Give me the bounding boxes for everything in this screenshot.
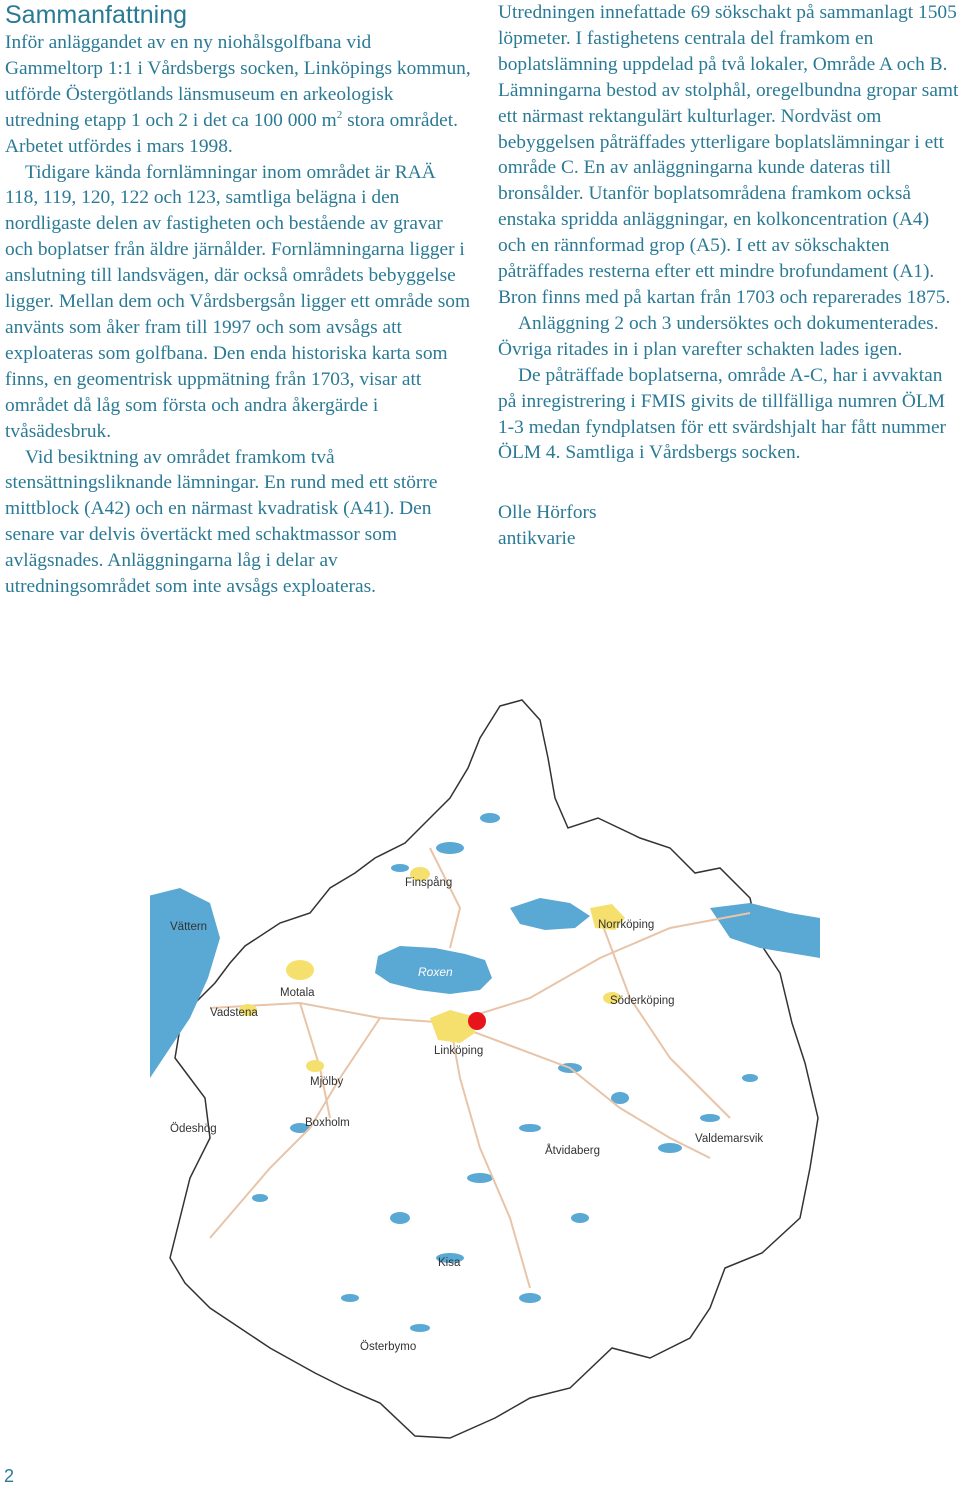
summary-paragraph-4: Utredningen innefattade 69 sökschakt på sammanlagt 1505 löpmeter. I fastighetens centrala del framkom en boplatslämning uppdelad på två lokaler, Område A och B. Lämningarna bestod av stolphål, oregelbundna gropar samt ett närmast rektangulärt kulturlager. Nordväst om bebyggelsen påträffades ytterligare boplatslämningar i ett område C. En av anläggningarna kunde dateras till bronsålder. Utanför boplatsområdena framkom också enstaka spridda anläggningar, en kolkoncentration (A4) och en rännformad grop (A5). I ett av sökschakten påträffades resterna efter ett mindre brofundament (A1). Bron finns med på kartan från 1703 och reparerades 1875. [498,2,959,308]
summary-paragraph-1: Inför anläggandet av en ny niohålsgolfbana vid Gammeltorp 1:1 i Vårdsbergs socken, Linköpings kommun, utförde Östergötlands länsmuseum en arkeologisk utredning etapp 1 och 2 i det ca 100 000 $m^2$ stora området. Arbetet utfördes i mars 1998. [5,32,471,157]
place-norrkoping: Norrköping [598,919,655,931]
summary-paragraph-2: Tidigare kända fornlämningar inom området är RAÄ 118, 119, 120, 122 och 123, samtliga belägna i den nordligaste delen av fastigheten och bestående av gravar och boplatser från äldre järnålder. Fornlämningarna ligger i anslutning till landsvägen, där också områdets bebyggelse ligger. Mellan dem och Vårdsbergsån ligger ett område som använts som åker fram till 1997 och som avsågs att exploateras som golfbana. Den enda historiska karta som finns, en geomentrisk uppmätning från 1703, visar att området då låg som första och andra åkergärde i tvåsädesbruk. [5,161,471,442]
place-vadstena: Vadstena [210,1007,258,1019]
right-column [498,0,960,552]
left-column [5,0,471,600]
place-finspang: Finspång [405,877,453,889]
summary-paragraph-3: Vid besiktning av området framkom två stensättningsliknande lämningar. En rund med ett större mittblock (A42) och en närmast kvadratisk (A41). Den senare var delvis övertäckt med schaktmassor som avlägsnades. Anläggningarna låg i delar av utredningsområdet som inte avsågs exploateras. [5,446,438,598]
summary-paragraph-6: De påträffade boplatserna, område A-C, har i avvaktan på inregistrering i FMIS givits de tillfälliga numren ÖLM 1-3 medan fyndplatsen för ett svärdshjalt har fått nummer ÖLM 4. Samtliga i Vårdsbergs socken. [498,364,947,464]
region-map [150,698,820,1440]
page-number: 2 [4,1466,15,1486]
place-motala: Motala [280,987,315,999]
place-osterbymo: Österbymo [360,1341,417,1353]
site-marker [468,1012,486,1030]
place-kisa: Kisa [438,1257,461,1269]
place-atvidaberg: Åtvidaberg [545,1145,600,1157]
place-boxholm: Boxholm [305,1117,350,1129]
place-soderkoping: Söderköping [610,995,675,1007]
place-vattern: Vättern [170,921,208,933]
place-odeshog: Ödeshög [170,1123,217,1135]
county-outline [170,700,818,1438]
place-roxen: Roxen [418,965,453,979]
superscript-2: 2 [336,108,343,121]
place-mjolby: Mjölby [310,1076,344,1088]
summary-paragraph-5: Anläggning 2 och 3 undersöktes och dokumenterades. Övriga ritades in i plan varefter schakten lades igen. [498,312,939,360]
place-linkoping: Linköping [434,1045,484,1057]
page-title: Sammanfattning [5,1,188,29]
place-valdemarsvik: Valdemarsvik [695,1133,764,1145]
signature [498,500,960,552]
signature-name: Olle Hörfors [498,502,597,524]
signature-title: antikvarie [498,528,576,550]
